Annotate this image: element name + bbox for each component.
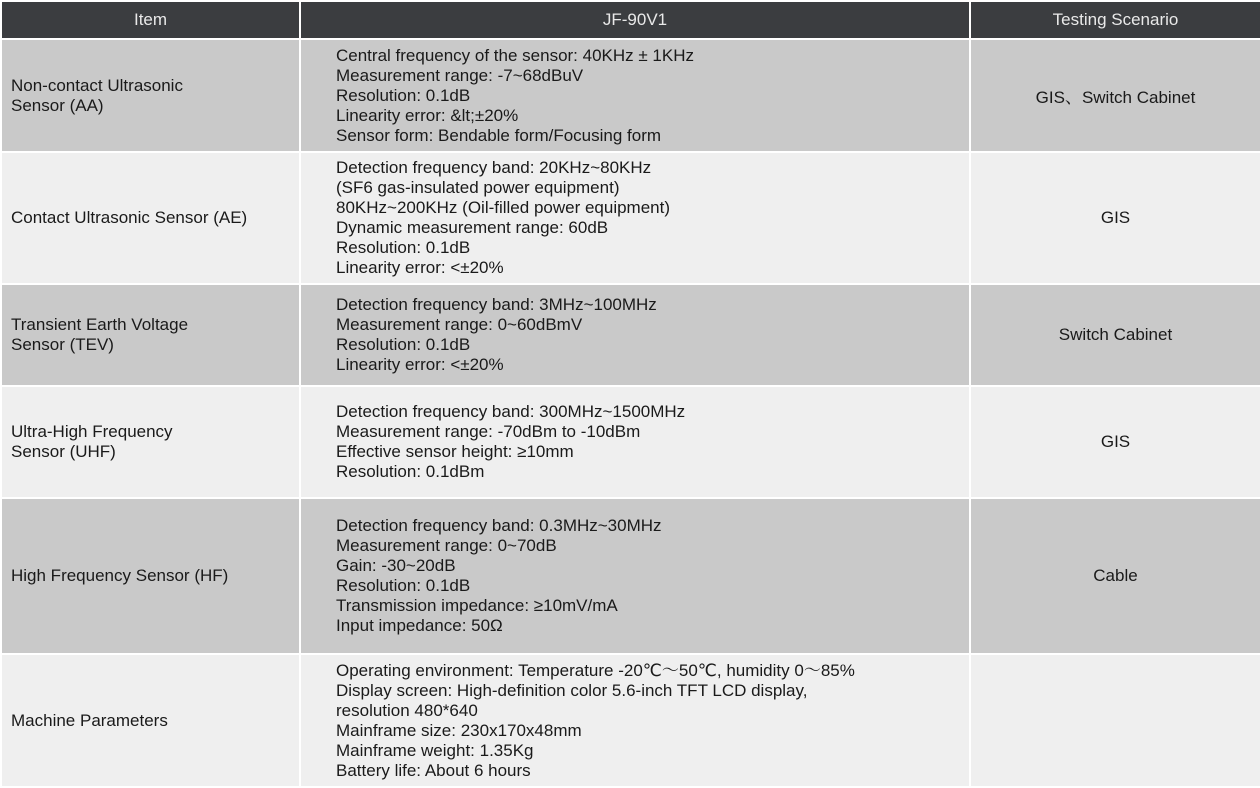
spec-cell <box>300 386 970 498</box>
spec-line: Resolution: 0.1dB <box>336 576 471 595</box>
item-name: Non-contact Ultrasonic Sensor (AA) <box>11 75 183 115</box>
item-name: Contact Ultrasonic Sensor (AE) <box>11 208 248 227</box>
header-item: Item <box>1 1 300 39</box>
item-cell <box>1 284 300 386</box>
scenario-cell: Switch Cabinet <box>970 284 1260 386</box>
table-row <box>1 654 1260 787</box>
spec-cell <box>300 152 970 284</box>
spec-line: Display screen: High-definition color 5.6-inch TFT LCD display, <box>336 680 808 700</box>
spec-line: Input impedance: 50Ω <box>336 616 503 635</box>
item-cell <box>1 152 300 284</box>
spec-line: Resolution: 0.1dB <box>336 238 471 257</box>
spec-line: Transmission impedance: ≥10mV/mA <box>336 596 618 615</box>
item-name: High Frequency Sensor (HF) <box>11 566 229 585</box>
item-name: Transient Earth Voltage Sensor (TEV) <box>11 315 189 354</box>
spec-cell <box>300 498 970 654</box>
header-model: JF-90V1 <box>300 1 970 39</box>
spec-line: Detection frequency band: 0.3MHz~30MHz <box>336 516 662 535</box>
spec-line: Measurement range: -7~68dBuV <box>336 65 584 85</box>
spec-line: Mainframe weight: 1.35Kg <box>336 740 534 760</box>
spec-line: resolution 480*640 <box>336 700 478 720</box>
scenario-cell <box>970 654 1260 787</box>
spec-line: Sensor form: Bendable form/Focusing form <box>336 125 662 145</box>
scenario-cell: GIS <box>970 386 1260 498</box>
scenario-cell: GIS <box>970 152 1260 284</box>
item-cell <box>1 654 300 787</box>
item-cell <box>1 498 300 654</box>
spec-line: Central frequency of the sensor: 40KHz ± 1KHz <box>336 45 695 65</box>
table-row <box>1 39 1260 152</box>
table-row <box>1 498 1260 654</box>
spec-line: Detection frequency band: 20KHz~80KHz <box>336 158 652 177</box>
spec-line: Measurement range: 0~70dB <box>336 536 557 555</box>
spec-line: Resolution: 0.1dB <box>336 335 471 354</box>
spec-cell <box>300 39 970 152</box>
spec-line: Dynamic measurement range: 60dB <box>336 218 609 237</box>
scenario-cell: Cable <box>970 498 1260 654</box>
item-name: Ultra-High Frequency Sensor (UHF) <box>11 422 173 461</box>
item-cell <box>1 386 300 498</box>
header-row <box>1 1 1260 39</box>
item-cell <box>1 39 300 152</box>
spec-line: Gain: -30~20dB <box>336 556 456 575</box>
spec-line: Battery life: About 6 hours <box>336 760 531 780</box>
spec-line: Detection frequency band: 300MHz~1500MHz <box>336 402 686 421</box>
spec-line: Operating environment: Temperature -20℃～50℃, humidity 0～85% <box>336 660 855 680</box>
spec-line: Effective sensor height: ≥10mm <box>336 442 574 461</box>
table-row <box>1 386 1260 498</box>
spec-line: Detection frequency band: 3MHz~100MHz <box>336 295 657 314</box>
table-row <box>1 152 1260 284</box>
spec-line: Measurement range: 0~60dBmV <box>336 315 583 334</box>
spec-line: (SF6 gas-insulated power equipment) <box>336 178 620 197</box>
spec-line: Resolution: 0.1dB <box>336 85 471 105</box>
spec-line: Linearity error: &lt;±20% <box>336 105 519 125</box>
spec-cell <box>300 654 970 787</box>
table-row <box>1 284 1260 386</box>
spec-line: 80KHz~200KHz (Oil-filled power equipment) <box>336 198 671 217</box>
spec-line: Linearity error: <±20% <box>336 258 504 277</box>
spec-line: Resolution: 0.1dBm <box>336 462 485 481</box>
spec-line: Measurement range: -70dBm to -10dBm <box>336 422 641 441</box>
item-name: Machine Parameters <box>11 710 168 730</box>
spec-line: Mainframe size: 230x170x48mm <box>336 720 582 740</box>
spec-cell <box>300 284 970 386</box>
header-scenario: Testing Scenario <box>970 1 1260 39</box>
scenario-cell: GIS、Switch Cabinet <box>970 39 1260 152</box>
spec-line: Linearity error: <±20% <box>336 355 504 374</box>
